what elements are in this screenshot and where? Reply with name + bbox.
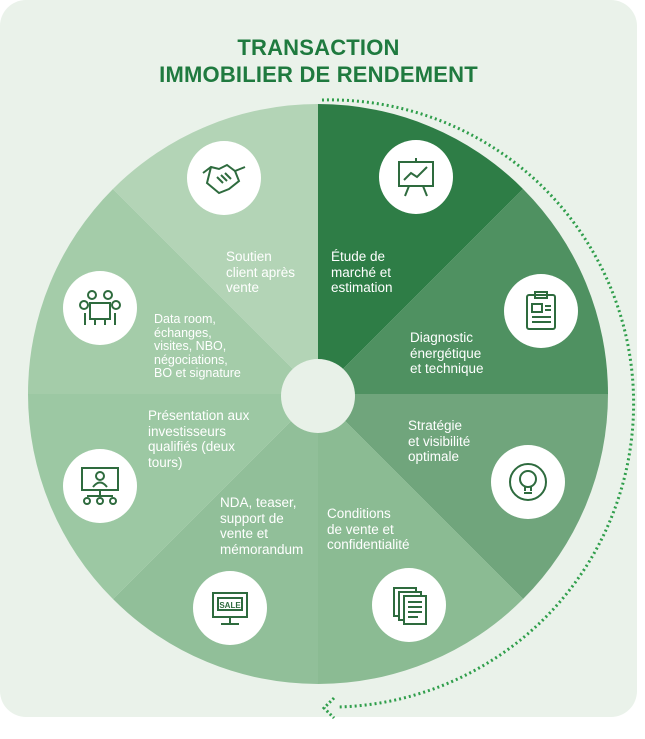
segment-label-strategie: Stratégie et visibilité optimale <box>408 418 471 464</box>
meeting-table-icon <box>63 271 137 345</box>
segment-label-diagnostic: Diagnostic énergétique et technique <box>410 330 484 376</box>
presentation-network-icon <box>63 449 137 523</box>
segment-label-soutien: Soutien client après vente <box>226 249 296 295</box>
wheel-hub <box>281 359 355 433</box>
documents-stack-icon <box>372 568 446 642</box>
segment-label-data-room: Data room, échanges, visites, NBO, négociations, BO et signature <box>154 312 241 380</box>
segment-label-nda: NDA, teaser, support de vente et mémorandum <box>220 495 304 557</box>
title-line-2: IMMOBILIER DE RENDEMENT <box>159 62 478 87</box>
segment-label-conditions: Conditions de vente et confidentialité <box>327 506 410 552</box>
cycle-arrow-head <box>324 698 334 718</box>
lightbulb-target-icon <box>491 445 565 519</box>
svg-text:SALE: SALE <box>219 601 241 610</box>
sale-screen-icon <box>193 571 267 645</box>
segment-label-presentation: Présentation aux investisseurs qualifiés (deux tours) <box>148 408 250 470</box>
title-line-1: TRANSACTION <box>237 35 400 60</box>
presentation-chart-icon <box>379 140 453 214</box>
clipboard-report-icon <box>504 274 578 348</box>
segment-label-etude: Étude de marché et estimation <box>331 249 393 295</box>
handshake-icon <box>187 141 261 215</box>
